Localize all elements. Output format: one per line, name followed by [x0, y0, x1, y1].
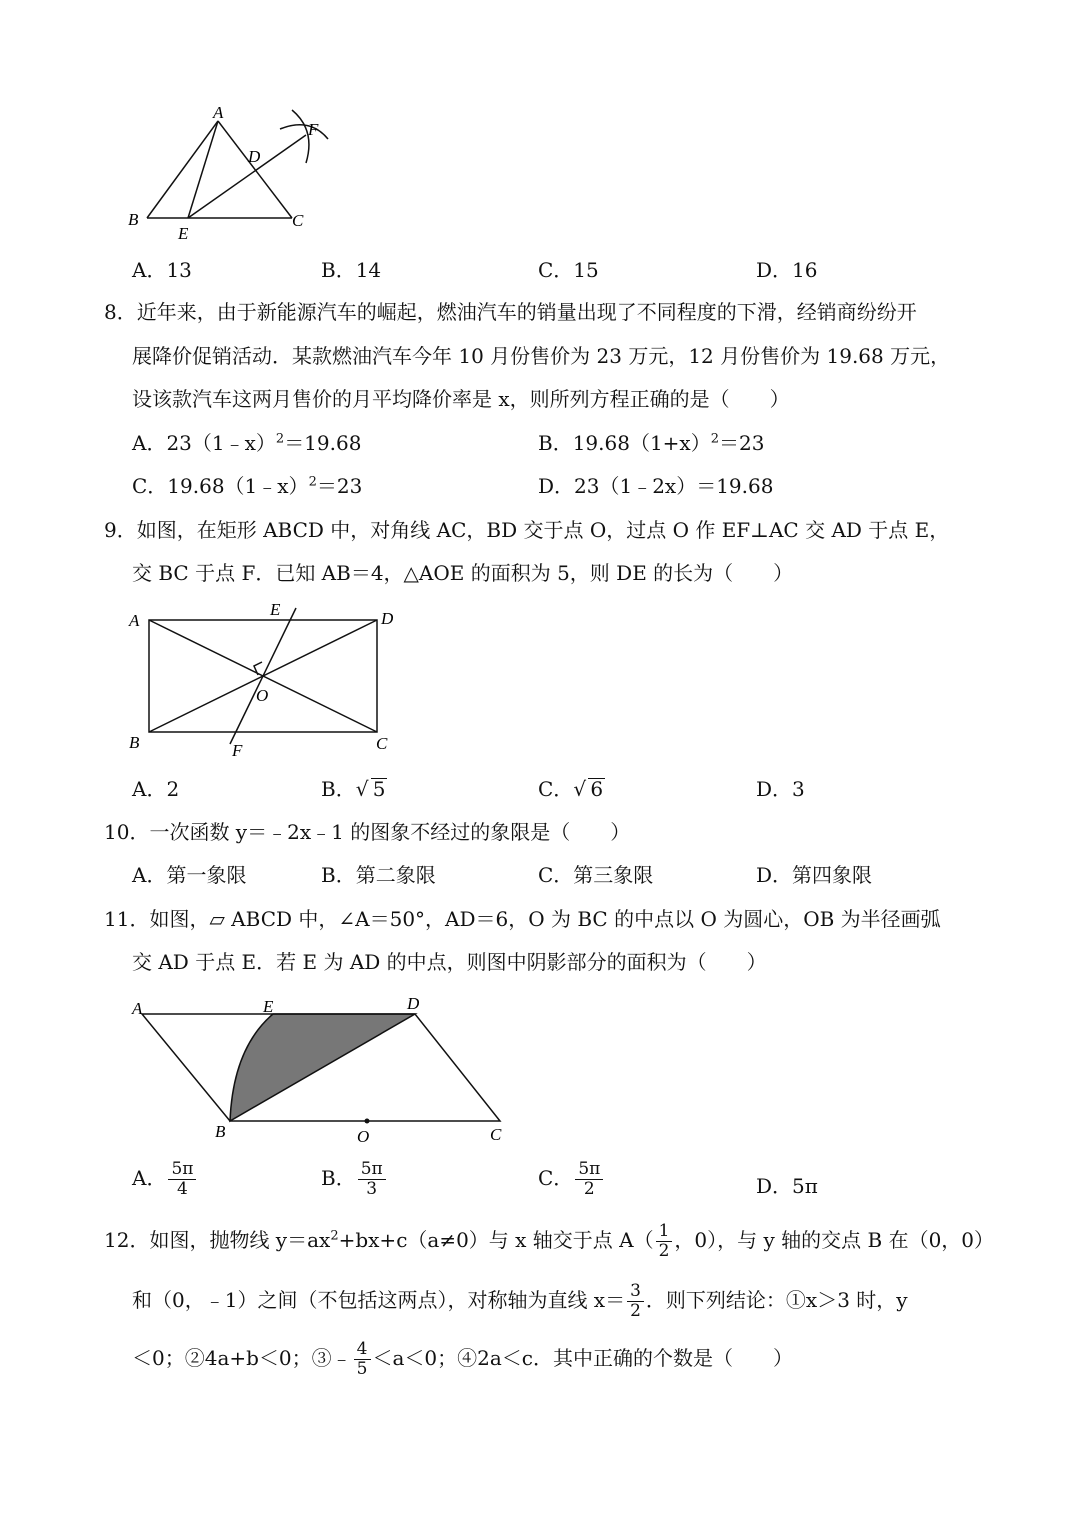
fraction-numerator: 3: [627, 1282, 644, 1302]
fraction-denominator: 2: [630, 1301, 641, 1321]
q11-option-c[interactable]: [538, 1160, 605, 1199]
q11-option-a-fraction: [168, 1160, 196, 1199]
q11-option-b-prefix: B．: [321, 1166, 356, 1190]
fig9-label-A: A: [129, 611, 140, 630]
q8-stem-line-3: 设该款汽车这两月售价的月平均降价率是 x，则所列方程正确的是（ ）: [132, 387, 790, 411]
q12-l3-post: ＜a＜0；④2a＜c．其中正确的个数是（ ）: [372, 1346, 793, 1370]
fig9-label-C: C: [376, 734, 388, 753]
q8-option-b-pre: B．19.68（1+x）: [538, 431, 711, 455]
q10-stem-line-1: 10．一次函数 y＝﹣2x﹣1 的图象不经过的象限是（ ）: [104, 820, 631, 844]
q10-option-b[interactable]: B．第二象限: [321, 863, 436, 887]
q12-l3-pre: ＜0；②4a+b＜0；③﹣: [132, 1346, 352, 1370]
fig11-label-E: E: [263, 997, 274, 1016]
q7-option-d[interactable]: D．16: [756, 258, 818, 282]
q9-option-c[interactable]: [538, 777, 605, 801]
q11-stem-line-2: 交 AD 于点 E．若 E 为 AD 的中点，则图中阴影部分的面积为（ ）: [132, 950, 767, 974]
q8-option-c-sup: 2: [308, 474, 317, 490]
fraction-denominator: 5: [356, 1359, 368, 1379]
q12-l1-sup: 2: [330, 1228, 339, 1244]
q8-option-a-post: ＝19.68: [284, 431, 362, 455]
fig11-label-C: C: [490, 1125, 502, 1144]
q12-l3-fraction: [354, 1340, 371, 1379]
q9-option-c-prefix: C．: [538, 777, 574, 801]
fraction-numerator: 5π: [575, 1160, 603, 1180]
figure-q11-parallelogram: [120, 990, 520, 1150]
q11-option-a-prefix: A．: [132, 1166, 167, 1190]
fig9-label-D: D: [381, 609, 394, 628]
fig7-label-F: F: [308, 120, 319, 139]
q8-option-b[interactable]: [538, 431, 764, 455]
q10-option-d[interactable]: D．第四象限: [756, 863, 873, 887]
figure-q9-rectangle: [120, 598, 410, 763]
q12-l2-pre: 和（0，﹣1）之间（不包括这两点），对称轴为直线 x＝: [132, 1288, 626, 1312]
q8-option-c-post: ＝23: [316, 474, 363, 498]
q11-stem-line-1: 11．如图，▱ ABCD 中，∠A＝50°，AD＝6，O 为 BC 的中点以 O 为圆心，OB 为半径画弧: [104, 907, 941, 931]
q9-option-c-radicand: 6: [590, 777, 604, 801]
q9-option-a[interactable]: A．2: [132, 777, 180, 801]
fig7-label-A: A: [213, 105, 224, 122]
q8-option-d[interactable]: D．23（1﹣2x）＝19.68: [538, 474, 774, 498]
fig9-label-E: E: [270, 600, 281, 619]
q8-option-a-sup: 2: [275, 431, 285, 447]
q8-option-c-pre: C．19.68（1﹣x）: [132, 474, 309, 498]
q9-option-d[interactable]: D．3: [756, 777, 805, 801]
fig7-label-C: C: [292, 211, 304, 230]
q12-stem-line-1: [104, 1220, 994, 1261]
q11-option-a[interactable]: [132, 1160, 198, 1199]
sqrt-symbol-icon: √: [355, 777, 369, 801]
fraction-numerator: 5π: [358, 1160, 386, 1180]
fig11-label-D: D: [407, 994, 420, 1013]
fig11-label-O: O: [357, 1127, 370, 1146]
q12-l2-post: ．则下列结论：①x＞3 时，y: [645, 1288, 908, 1312]
q8-option-a[interactable]: [132, 431, 361, 455]
q7-option-b[interactable]: B．14: [321, 258, 382, 282]
fraction-denominator: 2: [583, 1179, 595, 1199]
fig9-label-F: F: [232, 741, 243, 760]
q11-option-d[interactable]: D．5π: [756, 1174, 818, 1198]
fraction-denominator: 3: [366, 1179, 378, 1199]
q9-stem-line-2: 交 BC 于点 F．已知 AB＝4，△AOE 的面积为 5，则 DE 的长为（ ）: [132, 561, 794, 585]
q9-stem-line-1: 9．如图，在矩形 ABCD 中，对角线 AC，BD 交于点 O，过点 O 作 EF⊥AC 交 AD 于点 E，: [104, 518, 950, 542]
fig9-label-O: O: [256, 686, 269, 705]
fig9-label-B: B: [129, 733, 140, 752]
q12-l1-mid: +bx+c（a≠0）与 x 轴交于点 A（: [338, 1228, 654, 1252]
q7-option-a[interactable]: A．13: [132, 258, 192, 282]
sqrt-symbol-icon: √: [573, 777, 587, 801]
q12-l1-post: ，0），与 y 轴的交点 B 在（0，0）: [674, 1228, 995, 1252]
q10-option-c[interactable]: C．第三象限: [538, 863, 654, 887]
q12-stem-line-2: [132, 1280, 908, 1321]
q11-option-b-fraction: [358, 1160, 386, 1199]
q12-l2-fraction: [627, 1282, 644, 1321]
q8-stem-line-1: 8．近年来，由于新能源汽车的崛起，燃油汽车的销量出现了不同程度的下滑，经销商纷纷开: [104, 300, 917, 324]
fraction-numerator: 1: [656, 1222, 673, 1242]
q8-option-b-post: ＝23: [719, 431, 765, 455]
q8-option-b-sup: 2: [710, 431, 719, 447]
fig7-label-D: D: [248, 147, 261, 166]
fraction-numerator: 5π: [168, 1160, 196, 1180]
fig7-label-B: B: [128, 210, 139, 229]
fig11-label-A: A: [132, 999, 143, 1018]
q8-option-a-pre: A．23（1﹣x）: [132, 431, 276, 455]
q12-stem-line-3: [132, 1338, 793, 1379]
fraction-numerator: 4: [354, 1340, 371, 1360]
q11-option-b[interactable]: [321, 1160, 388, 1199]
q8-option-c[interactable]: [132, 474, 362, 498]
fig7-label-E: E: [178, 224, 189, 243]
q10-option-a[interactable]: A．第一象限: [132, 863, 247, 887]
figure-q7-triangle: [120, 105, 360, 245]
q12-l1-pre: 12．如图，抛物线 y＝ax: [104, 1228, 331, 1252]
fraction-denominator: 4: [177, 1179, 188, 1199]
q9-option-b[interactable]: [321, 777, 387, 801]
q8-stem-line-2: 展降价促销活动．某款燃油汽车今年 10 月份售价为 23 万元，12 月份售价为 19.68 万元，: [132, 344, 951, 368]
q9-option-b-radicand: 5: [372, 777, 386, 801]
q12-l1-fraction: [656, 1222, 673, 1261]
fraction-denominator: 2: [658, 1241, 670, 1261]
q11-option-c-prefix: C．: [538, 1166, 574, 1190]
q11-option-c-fraction: [575, 1160, 603, 1199]
q7-option-c[interactable]: C．15: [538, 258, 599, 282]
q9-option-b-prefix: B．: [321, 777, 356, 801]
fig11-label-B: B: [215, 1122, 226, 1141]
